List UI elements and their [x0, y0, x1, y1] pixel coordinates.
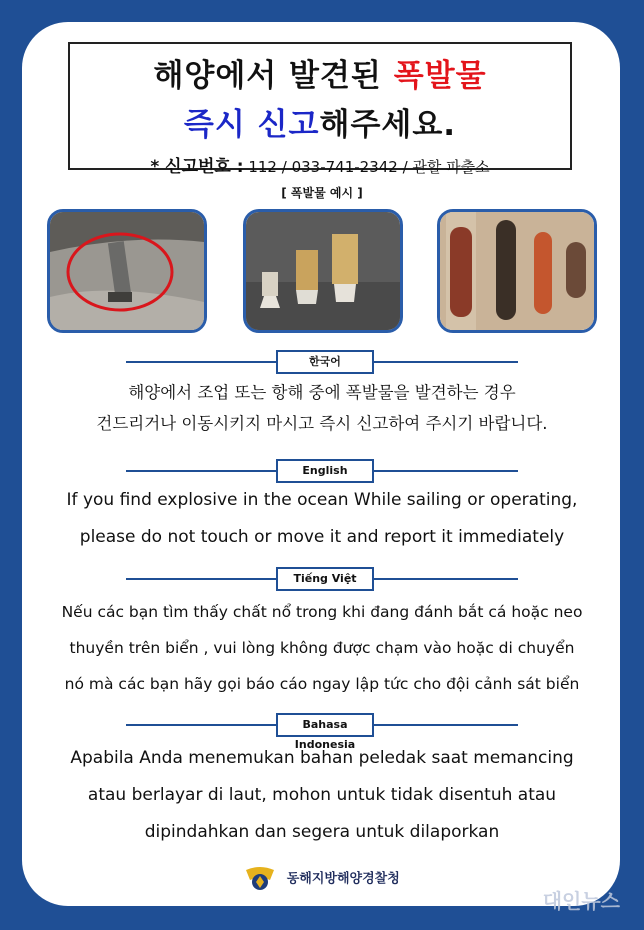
section-header-english: English — [126, 459, 518, 481]
example-photo-3 — [437, 209, 597, 333]
example-photo-2 — [243, 209, 403, 333]
report-numbers: * 신고번호 : 112 / 033-741-2342 / 관할 파출소 — [150, 157, 490, 177]
title-box — [68, 42, 572, 177]
title-line-2: 즉시 신고해주세요. — [183, 107, 457, 143]
english-text: If you find explosive in the ocean While sailing or operating, please do not touch or move it and report it immediately — [66, 490, 578, 547]
section-header-vietnamese: Tiếng Việt — [126, 567, 518, 589]
section-header-korean: 한국어 — [126, 350, 518, 372]
example-photo-1 — [47, 209, 207, 333]
indonesian-text: Apabila Anda menemukan bahan peledak saat memancing atau berlayar di laut, mohon untuk tidak disentuh atau dipindahkan dan segera untuk dilaporkan — [70, 748, 574, 842]
examples-label: [ 폭발물 예시 ] — [281, 186, 363, 200]
title-line-1: 해양에서 발견된 폭발물 — [153, 58, 487, 94]
vietnamese-text: Nếu các bạn tìm thấy chất nổ trong khi đang đánh bắt cá hoặc neo thuyền trên biển , vui lòng không được chạm vào hoặc di chuyển nó mà các bạn hãy gọi báo cáo ngay lập tức cho đội cảnh sát biển — [61, 603, 583, 693]
title-highlight-blue: 즉시 신고 — [183, 107, 320, 143]
watermark-logo: 대인뉴스 — [542, 889, 620, 913]
section-header-indonesian: Bahasa Indonesia — [126, 713, 518, 735]
coast-guard-emblem-icon — [244, 864, 276, 894]
korean-text: 해양에서 조업 또는 항해 중에 폭발물을 발견하는 경우 건드리거나 이동시키지 마시고 즉시 신고하여 주시기 바랍니다. — [96, 383, 548, 433]
organization-name: 동해지방해양경찰청 — [286, 871, 400, 887]
title-highlight-red: 폭발물 — [393, 58, 487, 94]
